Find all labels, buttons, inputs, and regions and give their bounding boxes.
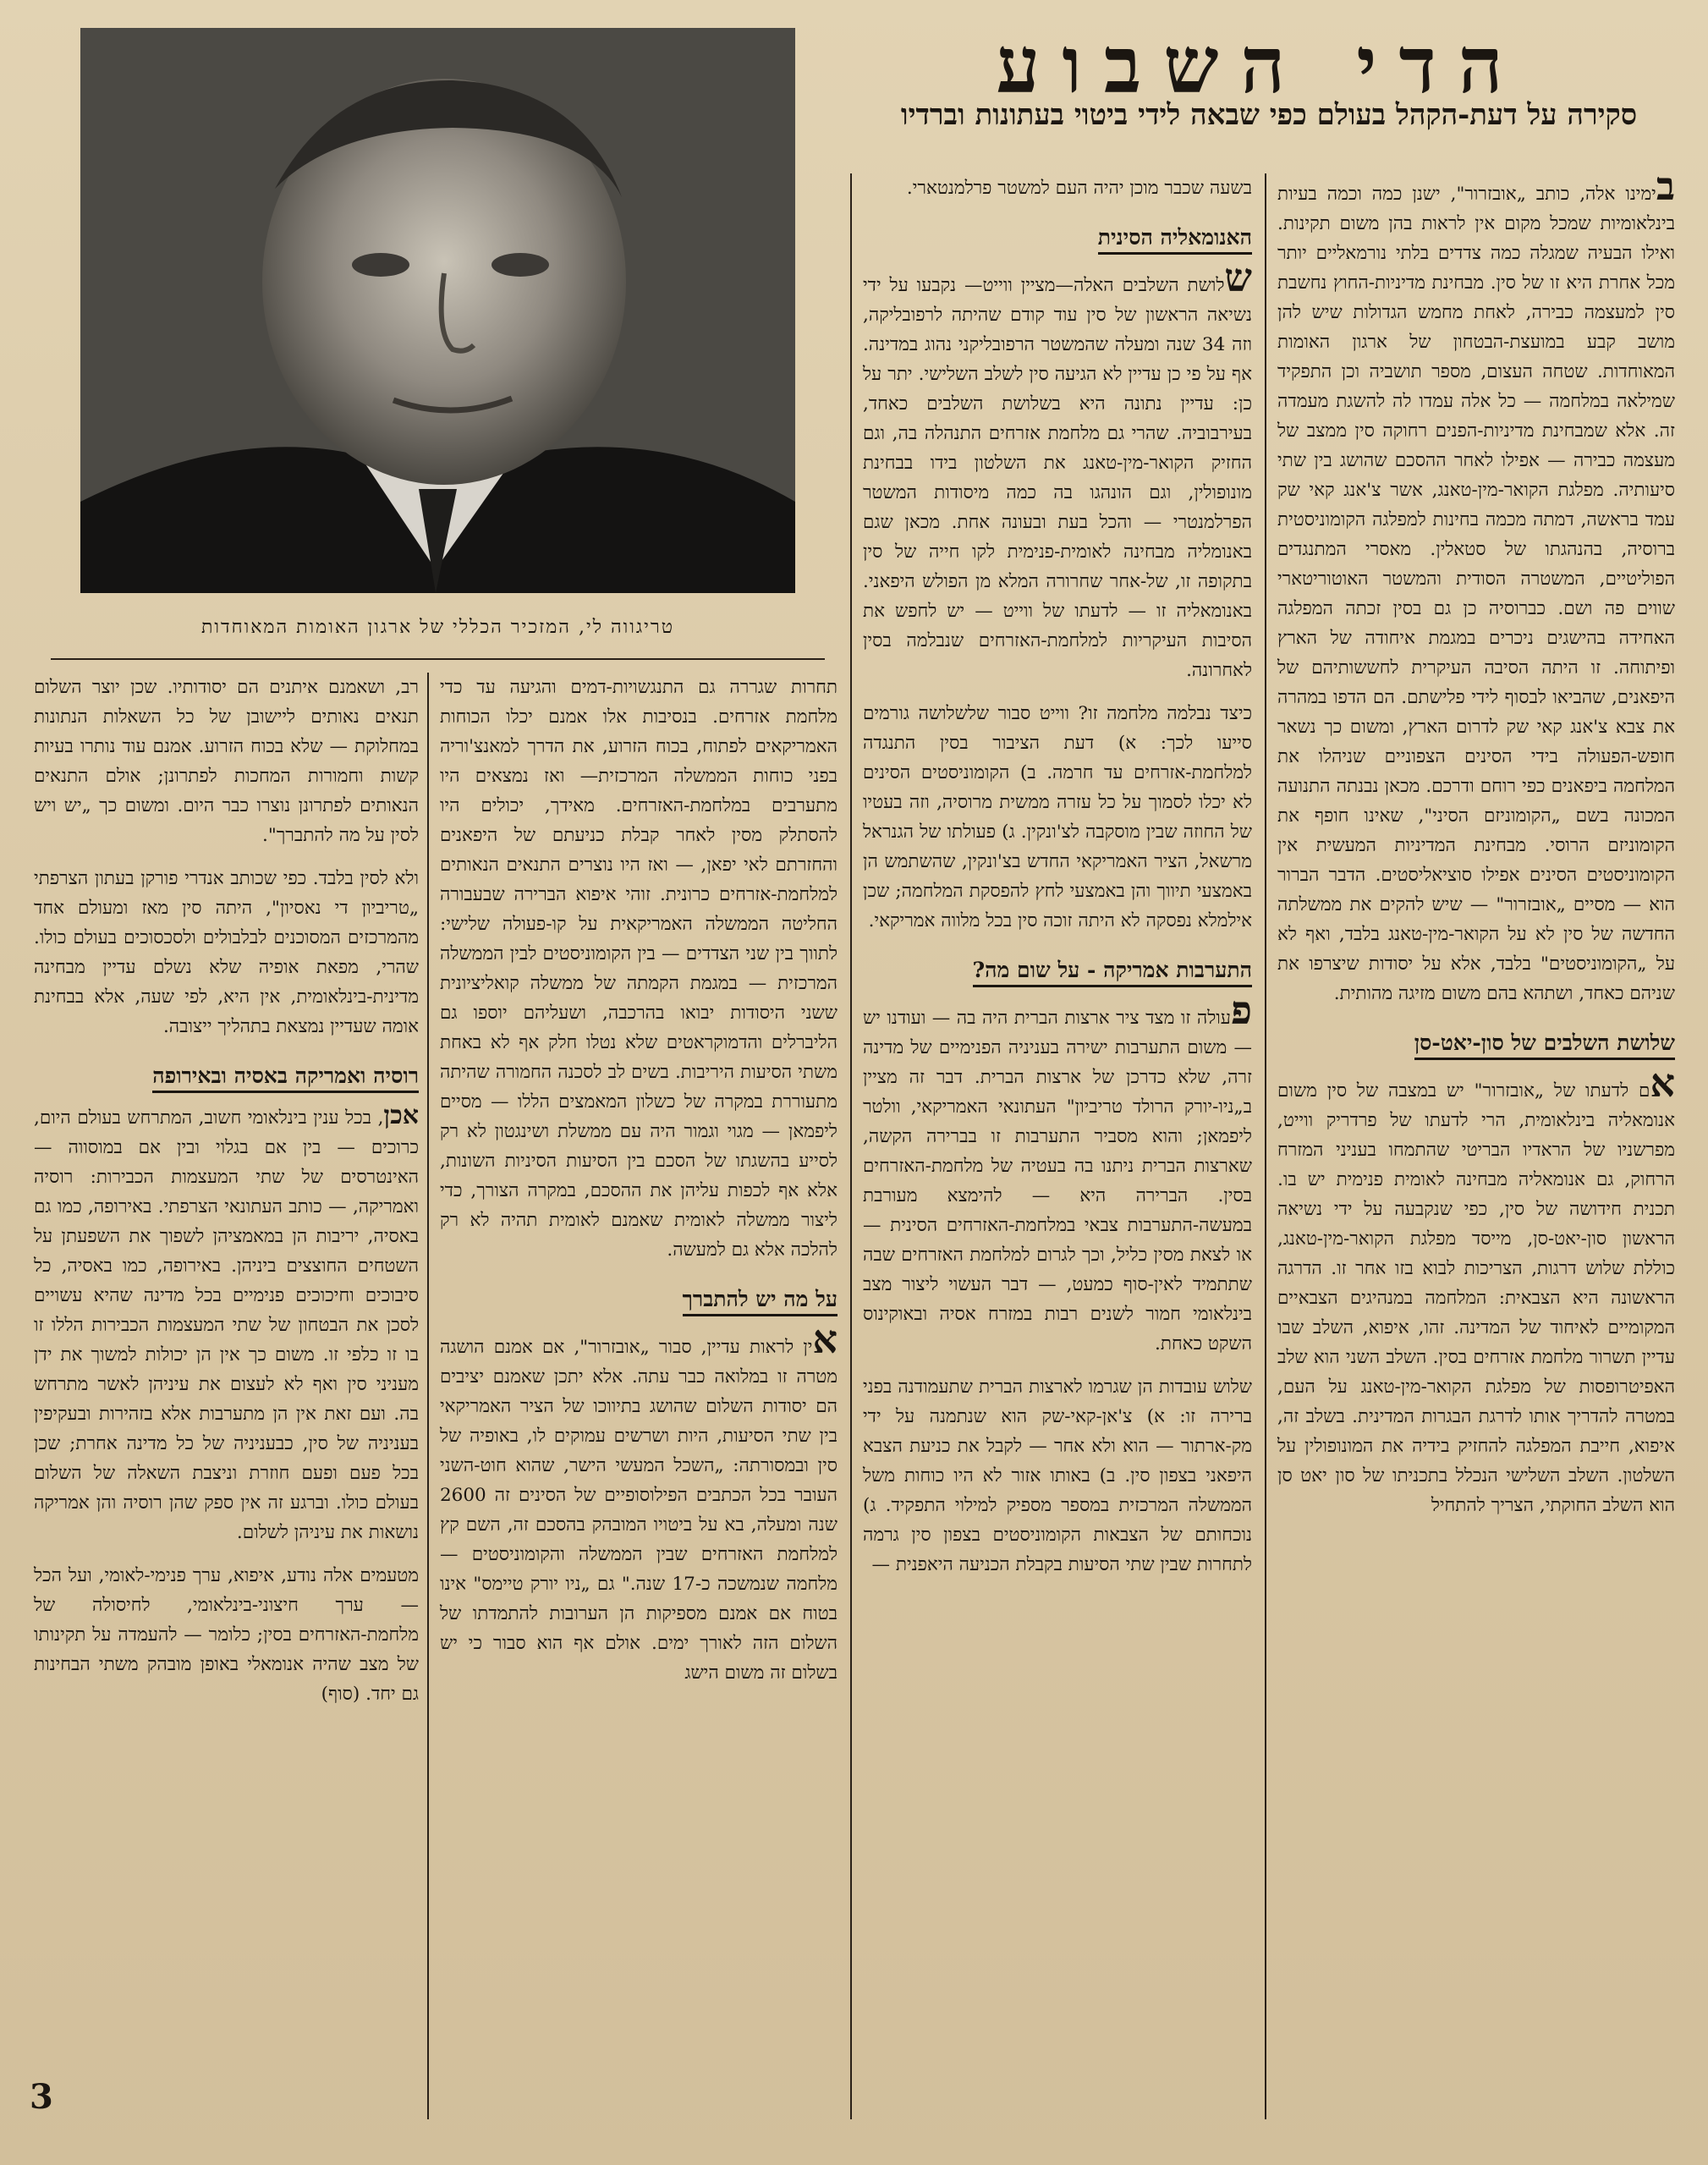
paragraph xyxy=(34,1561,419,1709)
drop-cap: ש xyxy=(1224,255,1252,300)
column-divider-3 xyxy=(427,673,429,2119)
section-heading: האנומאליה הסינית xyxy=(1098,223,1252,255)
drop-cap: א xyxy=(812,1316,838,1362)
section-heading: התערבות אמריקה - על שום מה? xyxy=(973,956,1253,987)
column-4 xyxy=(34,673,419,1723)
paragraph: תחרות שגררה גם התנגשויות-דמים והגיעה עד כדי מלחמת אזרחים. בנסיבות אלו אמנם יכלו הכוחות האמריקאים לפתוח, בכוח הזרוע, את הדרך למאנצ'וריה בפני כוחות הממשלה המרכזית— ואז נמצאים היו מתערבים במלחמת-האזרחים. מאידך, יכולים היו להסתלק מסין לאחר קבלת כניעתם של היפאנים והחזרתם לאי יפאן, — ואז היו נוצרים התנאים הנאותים למלחמת-אזרחים כרונית. זוהי איפוא הברירה שבעבורה החליטה הממשלה האמריקאית על קו-פעולה שלישי: לתווך בין שני הצדדים — בין הקומוניסטים לבין הממשלה המרכזית — במגמת הקמתה של ממשלה קואליציונית ששני היסודות יבואו בהרכבה, ושעליהם יוספו גם הליברלים והדמוקראטים שלא נטלו חלק אף לא באחת משתי הסיעות היריבות. בשים לב לסכנה החמורה שהיתה מתעוררת במקרה של כשלון המאמצים הללו — מסיים ליפמאן — מגוי וגמור היה עם ממשלת ושינגטון לא רק לסייע בהשגתו של הסכם בין הסיעות הסיניות השונות, אלא אף לכפות עליהן את ההסכם, במקרה הצורך, כדי ליצור ממשלה לאומית שאמנם לאומית תהיה לא רק להלכה אלא גם למעשה. xyxy=(440,677,838,1261)
page-subtitle: סקירה על דעת-הקהל בעולם כפי שבאה לידי ביטוי בעתונות וברדיו xyxy=(900,98,1638,132)
paragraph xyxy=(34,1103,419,1547)
drop-cap: א xyxy=(1650,1060,1675,1106)
paragraph-text: ם לדעתו של „אובזרור" יש במצבה של סין משום אנומאליה בינלאומית, הרי לדעתו של פרדריק ווייט, מפרשניו של הראדיו הבריטי שהתמחו בעניני המזרח הרחוק, גם אנומאליה מבחינה לאומית פנימית יש בו. תכנית חידושה של סין, כפי שנקבעה על ידי נשיאה הראשון סון-יאט-סן, מייסד מפלגת הקואר-מין-טאנג, כוללת שלוש דרגות, הצריכות לבוא בזו אחר זו. הדרגה הראשונה היא הצבאית: המלחמה במנהיגים הצבאיים המקומיים לאיחוד של המדינה. זהו, איפוא, השלב שבו עדיין תשרור מלחמת אזרחים בסין. השלב השני הוא שלב האפיטרופסות של מפלגת הקואר-מין-טאנג על העם, במטרה להדריך אותו לדרגת הבגרות המדינית. בשלב זה, איפוא, חייבת המפלגה להחזיק בידיה את המונופולין על השלטון. השלב השלישי הנכלל בתכניתו של סון יאט סן הוא השלב החוקתי, הצריך להתחיל xyxy=(1277,1080,1675,1516)
section-heading: על מה יש להתברך xyxy=(683,1285,838,1316)
photo-caption: טריגווה לי, המזכיר הכללי של ארגון האומות המאוחדות xyxy=(200,617,675,638)
paragraph: שלוש עובדות הן שגרמו לארצות הברית שתעמודנה בפני ברירה זו: א) צ'אן-קאי-שק הוא שנתמנה על ידי מק-ארתור — הוא ולא אחר — לקבל את כניעת הצבא היפאני בצפון סין. ב) באותו אזור לא היו כוחות משל הממשלה המרכזית במספר מספיק למילוי התפקיד. ג) נוכחותם של הצבאות הקומוניסטים בצפון סין גרמה לתחרות שבין שתי הסיעות בקבלת הכניעה היאפנית — xyxy=(863,1376,1252,1575)
column-divider-1 xyxy=(1265,173,1266,2119)
paragraph xyxy=(1277,1060,1675,1520)
paragraph-text: , בכל ענין בינלאומי חשוב, המתרחש בעולם היום, כרוכים — בין אם בגלוי ובין אם במוסווה — האינטרסים של שתי המעצמות הכבירות: רוסיה ואמריקה, — כותב העתונאי הצרפתי. באירופה, כמו גם באסיה, יריבות הן במאמציהן לשפוך את השפעתן על השטחים החוצצים ביניהן. באירופה, כמו באסיה, כל סיבוכים וחיכוכים פנימיים בכל מדינה שהיא עשויים לסכן את הבטחון של שתי המעצמות הכבירות הללו זו בו זו כלפי זו. משום כך אין הן יכולות למשוך את ידן מעניני סין ואף לא לעצום את עיניהן לאשר מתרחש בה. ועם זאת אין הן מתערבות אלא בזהירות ובעקיפין בעניניה של סין, כבעניניה של כל מדינה אחרת; שכן בכל פעם ופעם חוזרת וניצבת השאלה של השלום בעולם כולו. וברגע זה אין ספק שהן רוסיה והן אמריקה נושאות את עיניהן לשלום. xyxy=(34,1107,419,1543)
portrait-photo xyxy=(80,28,795,593)
paragraph: ולא לסין בלבד. כפי שכותב אנדרי פורקן בעתון הצרפתי „טריביון די נאסיון", היתה סין מאז ומעולם אחד מהמרכזים המסוכנים לבלבולים ולסכסוכים בעולם כולו. שהרי, מפאת אופיה שלא נשלם עדיין מבחינה מדינית-בינלאומית, אין היא, לפי שעה, אלא בבחינת אומה שעדיין נמצאת בתהליך ייצובה. xyxy=(34,868,419,1037)
column-1 xyxy=(1277,163,1675,1534)
end-mark: (סוף) xyxy=(321,1684,360,1705)
page-title: הדי השבוע xyxy=(996,19,1525,111)
column-2 xyxy=(863,173,1252,1593)
paragraph-text: ין לראות עדיין, סבור „אובזרור", אם אמנם הושגה מטרה זו במלואה כבר עתה. אלא יתכן שאמנם יציבים הם יסודות השלום שהושג בתיווכו של הציר האמריקאי בין שתי הסיעות, היות ושרשים עמוקים לו, באופיה של סין ובמסורתה: „השכל המעשי הישר, שהוא חוט-השני העובר בכל הכתבים הפילוסופיים של הסינים זה 2600 שנה ומעלה, בא על ביטויו המובהק בהסכם זה, השם קץ למלחמת האזרחים שבין הממשלה והקומוניסטים — מלחמה שנמשכה כ-17 שנה." גם „ניו יורק טיימס" אינו בטוח אם אמנם מספיקות הן הערובות להתמדתו של השלום הזה לאורך ימים. אולם אף הוא סבור כי יש בשלום זה משום הישג xyxy=(440,1337,838,1684)
drop-cap: ב xyxy=(1656,163,1675,209)
paragraph xyxy=(863,987,1252,1359)
caption-divider xyxy=(51,658,825,660)
drop-cap: פ xyxy=(1230,987,1252,1033)
paragraph xyxy=(440,1316,838,1688)
paragraph xyxy=(1277,163,1675,1008)
column-divider-2 xyxy=(850,173,852,2119)
section-heading: שלושת השלבים של סון-יאט-סן xyxy=(1414,1029,1675,1060)
paragraph xyxy=(863,255,1252,685)
paragraph: כיצד נבלמה מלחמה זו? ווייט סבור שלשלושה גורמים סייעו לכך: א) דעת הציבור בסין התנגדה למלחמת-אזרחים עד חרמה. ב) הקומוניסטים הסינים לא יכלו לסמוך על כל עזרה ממשית מרוסיה, וזה בעטיו של החוזה שבין מוסקבה לצ'ונקין. ג) פעולתו של הגנראל מרשאל, הציר האמריקאי החדש בצ'ונקין, שהשתמש הן באמצעי תיווך והן באמצעי לחץ להפסקת המלחמה; שכן אילמלא נפסקה לא היתה זוכה סין בכל מלווה אמריקאי. xyxy=(863,703,1252,931)
paragraph-text: עולה זו מצד ציר ארצות הברית היה בה — ועודנו יש — משום התערבות ישירה בעניניה הפנימיים של מדינה זרה, שלא כדרכן של ארצות הברית. דבר זה מציין ב„ניו-יורק הרולד טריביון" העתונאי האמריקאי, וולטר ליפמאן; והוא מסביר התערבות זו בברירה הקשה, שארצות הברית ניתנו בה בעטיה של מלחמת-האזרחים בסין. הברירה היא — להימצא מעורבת במעשה-התערבות צבאי במלחמת-האזרחים הסינית — או לצאת מסין כליל, וכך לגרום למלחמת האזרחים שבה שתתמיד לאין-סוף כמעט, — דבר העשוי ליצור מצב בינלאומי חמור לשנים רבות במזרח אסיה ובאוקינוס השקט כאחת. xyxy=(863,1008,1252,1354)
paragraph: בשעה שכבר מוכן יהיה העם למשטר פרלמנטארי. xyxy=(906,178,1252,199)
paragraph: רב, ושאמנם איתנים הם יסודותיו. שכן יוצר השלום תנאים נאותים ליישובן של כל השאלות הנתונות במחלוקת — שלא בכוח הזרוע. אמנם עוד נותרו בעיות קשות וחמורות המחכות לפתרונן; אולם התנאים הנאותים לפתרונן נוצרו כבר היום. ומשום כך „יש ויש לסין על מה להתברך". xyxy=(34,677,419,846)
paragraph-text: מטעמים אלה נודע, איפוא, ערך פנימי-לאומי, ועל הכל — ערך חיצוני-בינלאומי, לחיסולה של מלחמת-האזרחים בסין; כלומר — להעמדה על תקינותו של מצב שהיה אנומאלי באופן מובהק משתי הבחינות גם יחד. xyxy=(34,1565,419,1705)
drop-cap: אכן xyxy=(383,1101,419,1130)
section-heading: רוסיה ואמריקה באסיה ובאירופה xyxy=(152,1062,419,1093)
column-3 xyxy=(440,673,838,1701)
paragraph-text: לושת השלבים האלה—מציין ווייט— נקבעו על ידי נשיאה הראשון של סין עוד קודם שהיתה לרפובליקה, וזה 34 שנה ומעלה שהמשטר הרפובליקני נהוג במדינה. אף על פי כן עדיין לא הגיעה סין לשלב השלישי. יתר על כן: עדיין נתונה היא בשלושת השלבים כאחד, בעירבוביה. שהרי גם מלחמת אזרחים התנהלה בה, וגם החזיק הקואר-מין-טאנג את השלטון בידו בבחינת מונופולין, וגם הונהגו בה כמה מיסודות המשטר הפרלמנטרי — והכל בעת ובעונה אחת. מכאן שגם באנומליה מבחינה לאומית-פנימית לקו חייה של סין בתקופה זו, של-אחר שחרורה המלא מן הפולש היפאני. באנומאליה זו — לדעתו של ווייט — יש לחפש את הסיבות העיקריות למלחמת-האזרחים שנבלמה בסין לאחרונה. xyxy=(863,275,1252,681)
page-number: 3 xyxy=(30,2077,53,2117)
portrait-illustration xyxy=(80,28,795,593)
paragraph-text: ימינו אלה, כותב „אובזרור", ישנן כמה וכמה בעיות בינלאומיות שמכל מקום אין לראות בהן משום תקינות. ואילו הבעיה שמגלה כמה צדדים בלתי נורמאליים יותר מכל אחרת היא זו של סין. מבחינת מדיניות-החוץ נחשבת סין למעצמה כבירה, לאחת מחמש הגדולות שיש להן מושב קבע במועצת-הבטחון של ארגון האומות המאוחדות. שטחה העצום, מספר תושביה וכן התפקיד שמילאה במלחמה — כל אלה עמדו לה להשגת מעמדה זה. אלא שמבחינת מדיניות-הפנים רחוקה סין ממצב של מעצמה כבירה — אפילו לאחר ההסכם שהושג בין שתי סיעותיה. מפלגת הקואר-מין-טאנג, אשר צ'אנג קאי שק עמד בראשה, דמתה מכמה בחינות למפלגה הקומוניסטית ברוסיה, בהנהגתו של סטאלין. מאסרי המתנגדים הפוליטיים, המשטרה הסודית והמשטר האוטוריטארי שווים פה ושם. כברוסיה כן גם בסין זכתה המפלגה האחידה בהישגים ניכרים במגמת איחודה של הארץ ופיתוחה. זו היתה הסיבה העיקרית לחששותיהם של היפאנים, שהביאו לבסוף לידי פלישתם. הם הדפו במהרה את צבא צ'אנג קאי שק לדרום הארץ, ומשום כך נשאר חופש-הפעולה בידי הסינים הצפוניים שניהלו את המלחמה ביפאנים כפי רוחם ודרכם. מכאן נבנתה התנועה המכונה בשם „הקומוניזם הסיני", שאינו חופף את הקומוניזם הרוסי. מבחינת המדיניות המעשית אין הקומוניסטים הסינים אפילו סוציאליסטים. הדבר הברור הוא — מסיים „אובזרור" — שיש להקים את ממשלתה החדשה של סין לא על הקואר-מין-טאנג בלבד, ואף לא על „הקומוניסטים" בלבד, אלא על יסודות שיצרפו את שניהם כאחד, ושתהא בהם משום מזיגה מהותית. xyxy=(1277,184,1675,1004)
